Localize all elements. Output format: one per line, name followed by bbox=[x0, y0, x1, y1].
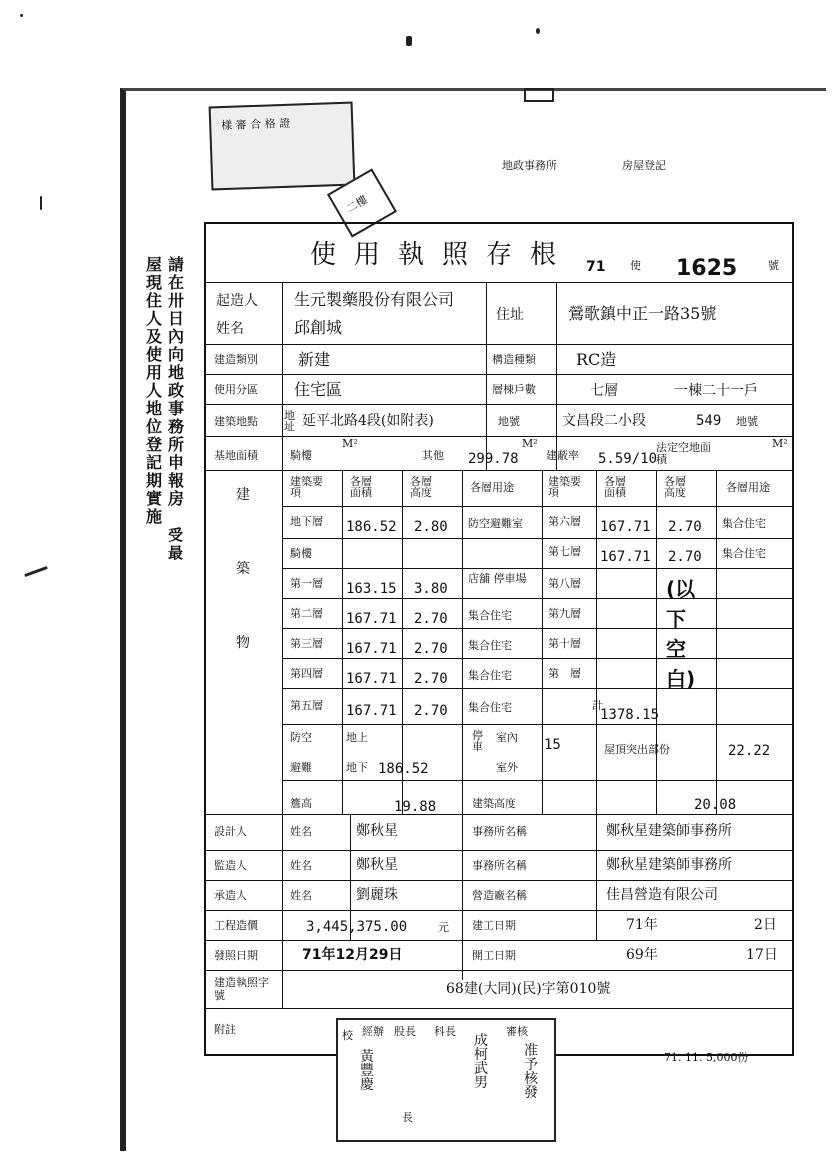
eave-label: 簷高 bbox=[290, 797, 312, 810]
corner-stamp bbox=[209, 102, 356, 191]
row-f1: 第一層 bbox=[290, 577, 323, 590]
roof-label: 屋頂突出部份 bbox=[604, 743, 670, 756]
issue-date-value: 71年12月29日 bbox=[302, 947, 403, 963]
above-label: 地上 bbox=[346, 731, 368, 744]
license-form bbox=[204, 222, 794, 1056]
basement-height: 2.80 bbox=[414, 519, 448, 535]
header-use-r: 各層用途 bbox=[726, 481, 770, 494]
f5-use: 集合住宅 bbox=[468, 701, 512, 714]
site-label: 建築地點 bbox=[214, 415, 258, 428]
lot-section: 文昌段二小段 bbox=[562, 413, 646, 429]
row-f6: 第六層 bbox=[548, 515, 581, 528]
supervisor-firm-value: 鄭秋星建築師事務所 bbox=[606, 857, 732, 873]
signoff-approve-stamp: 准予核發 bbox=[524, 1043, 538, 1101]
signoff-chief2: 長 bbox=[402, 1111, 413, 1124]
supervisor-label: 監造人 bbox=[214, 859, 247, 872]
signoff-chief: 科長 bbox=[434, 1025, 456, 1038]
f6-height: 2.70 bbox=[668, 519, 702, 535]
shelter-below-value: 186.52 bbox=[378, 761, 429, 777]
row-arcade: 騎樓 bbox=[290, 547, 312, 560]
row-f8: 第八層 bbox=[548, 577, 581, 590]
lot-label: 地號 bbox=[498, 415, 520, 428]
f4-use: 集合住宅 bbox=[468, 669, 512, 682]
scan-mark bbox=[524, 88, 554, 102]
units-value: 一棟二十一戶 bbox=[674, 383, 758, 399]
signoff-approve: 審核 bbox=[506, 1025, 528, 1038]
row-basement: 地下層 bbox=[290, 515, 323, 528]
zone-value: 住宅區 bbox=[294, 380, 343, 399]
supervisor-firm-label: 事務所名稱 bbox=[472, 859, 527, 872]
f5-height: 2.70 bbox=[414, 703, 448, 719]
floors-value: 七層 bbox=[590, 383, 618, 399]
registry-stamp-1-text: 地政事務所 bbox=[502, 159, 557, 172]
f1-height: 3.80 bbox=[414, 581, 448, 597]
row-f5: 第五層 bbox=[290, 699, 323, 712]
site-note-label: 地址 bbox=[284, 409, 295, 433]
arcade-label: 騎樓 bbox=[290, 449, 312, 462]
print-note: 71. 11. 5,000份 bbox=[664, 1051, 749, 1064]
use-label: 使 bbox=[630, 259, 641, 272]
scan-speck bbox=[40, 196, 42, 210]
name-label: 姓名 bbox=[216, 321, 244, 337]
row-total: 計 bbox=[592, 699, 603, 712]
coverage-label: 建蔽率 bbox=[546, 449, 579, 462]
legal-open-label: 法定空地面積 bbox=[656, 441, 711, 466]
blank-note: (以下空白) bbox=[666, 577, 696, 691]
corner-stamp-text: 樣 審 合 格 證 bbox=[221, 116, 291, 133]
scan-speck bbox=[20, 14, 23, 17]
builder-person: 邱創城 bbox=[294, 318, 343, 337]
scan-speck bbox=[536, 28, 540, 34]
header-height: 各層高度 bbox=[410, 475, 432, 499]
indoor-label: 室內 bbox=[496, 731, 518, 744]
other-label: 其他 bbox=[422, 449, 444, 462]
row-f4: 第四層 bbox=[290, 667, 323, 680]
f4-height: 2.70 bbox=[414, 671, 448, 687]
contractor-firm-value: 佳昌營造有限公司 bbox=[606, 887, 718, 903]
f5-area: 167.71 bbox=[346, 703, 397, 719]
row-f10: 第十層 bbox=[548, 637, 581, 650]
side-note-col1: 請在卅日內向地政事務所申報房 bbox=[168, 255, 185, 508]
roof-area-value: 22.22 bbox=[728, 743, 771, 759]
complete-year: 71年 bbox=[626, 917, 658, 933]
header-area: 各層面積 bbox=[350, 475, 372, 499]
builder-company: 生元製藥股份有限公司 bbox=[294, 290, 455, 309]
row-f7: 第七層 bbox=[548, 545, 581, 558]
contractor-name-label: 姓名 bbox=[290, 889, 312, 902]
other-area-value: 299.78 bbox=[468, 451, 519, 467]
f3-height: 2.70 bbox=[414, 641, 448, 657]
basement-use: 防空避難室 bbox=[468, 517, 523, 530]
side-note-col2: 屋現住人及使用人地位登記期實施 bbox=[146, 255, 163, 526]
signoff-check: 校 bbox=[342, 1029, 353, 1042]
f1-use: 店舖 停車場 bbox=[468, 572, 527, 585]
registry-stamp-2-text: 房屋登記 bbox=[622, 159, 666, 172]
row-f9: 第九層 bbox=[548, 607, 581, 620]
unit-m2: M² bbox=[342, 437, 358, 450]
structure-type-label: 構造種類 bbox=[492, 353, 536, 366]
signoff-officer: 黃豐慶 bbox=[360, 1049, 374, 1093]
f2-height: 2.70 bbox=[414, 611, 448, 627]
cost-label: 工程造價 bbox=[214, 919, 258, 932]
signoff-officer-label: 經辦 bbox=[362, 1025, 384, 1038]
complete-date-label: 建工日期 bbox=[472, 919, 516, 932]
row-fn: 第 層 bbox=[548, 667, 581, 680]
start-date-label: 開工日期 bbox=[472, 949, 516, 962]
floors-units-label: 層棟戶數 bbox=[492, 383, 536, 396]
address-value: 鶯歌鎮中正一路35號 bbox=[568, 304, 717, 323]
below-label: 地下 bbox=[346, 761, 368, 774]
f7-height: 2.70 bbox=[668, 549, 702, 565]
lot-suffix: 地號 bbox=[736, 415, 758, 428]
f3-area: 167.71 bbox=[346, 641, 397, 657]
eave-height-value: 19.88 bbox=[394, 799, 437, 815]
supervisor-value: 鄭秋星 bbox=[356, 857, 398, 873]
f6-area: 167.71 bbox=[600, 519, 651, 535]
scan-speck bbox=[24, 566, 48, 577]
license-number: 1625 bbox=[676, 256, 738, 281]
structure-type-value: RC造 bbox=[576, 350, 617, 369]
row-f2: 第二層 bbox=[290, 607, 323, 620]
signoff-inspector: 成柯武男 bbox=[474, 1033, 488, 1091]
designer-value: 鄭秋星 bbox=[356, 823, 398, 839]
f2-use: 集合住宅 bbox=[468, 609, 512, 622]
f7-area: 167.71 bbox=[600, 549, 651, 565]
parking-indoor-value: 15 bbox=[544, 737, 561, 753]
base-area-label: 基地面積 bbox=[214, 449, 258, 462]
shelter-label: 防空 bbox=[290, 731, 312, 744]
contractor-firm-label: 營造廠名稱 bbox=[472, 889, 527, 902]
designer-label: 設計人 bbox=[214, 825, 247, 838]
contractor-label: 承造人 bbox=[214, 889, 247, 902]
building-label-1: 建 bbox=[236, 487, 250, 503]
header-use: 各層用途 bbox=[470, 481, 514, 494]
builder-label: 起造人 bbox=[216, 293, 258, 309]
designer-firm-value: 鄭秋星建築師事務所 bbox=[606, 823, 732, 839]
zone-label: 使用分區 bbox=[214, 383, 258, 396]
scan-speck bbox=[406, 36, 412, 46]
header-height-r: 各層高度 bbox=[664, 475, 686, 499]
designer-name-label: 姓名 bbox=[290, 825, 312, 838]
number-suffix: 號 bbox=[768, 259, 779, 272]
basement-area: 186.52 bbox=[346, 519, 397, 535]
f7-use: 集合住宅 bbox=[722, 547, 766, 560]
issue-date-label: 發照日期 bbox=[214, 949, 258, 962]
evac-label: 避難 bbox=[290, 761, 312, 774]
coverage-value: 5.59/10 bbox=[598, 451, 658, 467]
header-area-r: 各層面積 bbox=[604, 475, 626, 499]
f1-area: 163.15 bbox=[346, 581, 397, 597]
start-year: 69年 bbox=[626, 947, 658, 963]
form-title: 使用執照存根 bbox=[310, 240, 575, 270]
registry-stamp-2 bbox=[616, 150, 712, 192]
building-height-value: 20.08 bbox=[694, 797, 737, 813]
f6-use: 集合住宅 bbox=[722, 517, 766, 530]
outdoor-label: 室外 bbox=[496, 761, 518, 774]
registry-stamp-1 bbox=[498, 150, 578, 192]
parking-label: 停車 bbox=[472, 729, 483, 753]
complete-day: 2日 bbox=[754, 917, 777, 933]
unit-m2: M² bbox=[522, 437, 538, 450]
cost-value: 3,445,375.00 bbox=[306, 919, 408, 935]
year-prefix: 71 bbox=[586, 259, 606, 275]
header-area-items-r: 建築要項 bbox=[548, 475, 581, 499]
signoff-section: 股長 bbox=[394, 1025, 416, 1038]
building-label-3: 物 bbox=[236, 635, 250, 651]
cost-unit: 元 bbox=[438, 921, 449, 934]
building-height-label: 建築高度 bbox=[472, 797, 516, 810]
total-area: 1378.15 bbox=[600, 707, 660, 723]
f4-area: 167.71 bbox=[346, 671, 397, 687]
permit-value: 68建(大同)(民)字第010號 bbox=[446, 981, 611, 997]
address-label: 住址 bbox=[496, 307, 524, 323]
supervisor-name-label: 姓名 bbox=[290, 859, 312, 872]
building-label-2: 築 bbox=[236, 561, 250, 577]
tab-stamp-text: 二樓 bbox=[344, 193, 370, 216]
side-note-bottom: 受最 bbox=[168, 526, 184, 562]
header-area-items: 建築要項 bbox=[290, 475, 323, 499]
designer-firm-label: 事務所名稱 bbox=[472, 825, 527, 838]
lot-number: 549 bbox=[696, 413, 722, 429]
row-f3: 第三層 bbox=[290, 637, 323, 650]
contractor-value: 劉麗珠 bbox=[356, 887, 398, 903]
permit-label: 建造執照字號 bbox=[214, 976, 269, 1002]
f2-area: 167.71 bbox=[346, 611, 397, 627]
signoff-block bbox=[336, 1018, 556, 1142]
f3-use: 集合住宅 bbox=[468, 639, 512, 652]
unit-m2: M² bbox=[772, 437, 788, 450]
building-type-value: 新建 bbox=[298, 350, 331, 369]
start-day: 17日 bbox=[746, 947, 778, 963]
building-type-label: 建造類別 bbox=[214, 353, 258, 366]
remarks-label: 附註 bbox=[214, 1023, 236, 1036]
site-value: 延平北路4段(如附表) bbox=[302, 413, 434, 429]
